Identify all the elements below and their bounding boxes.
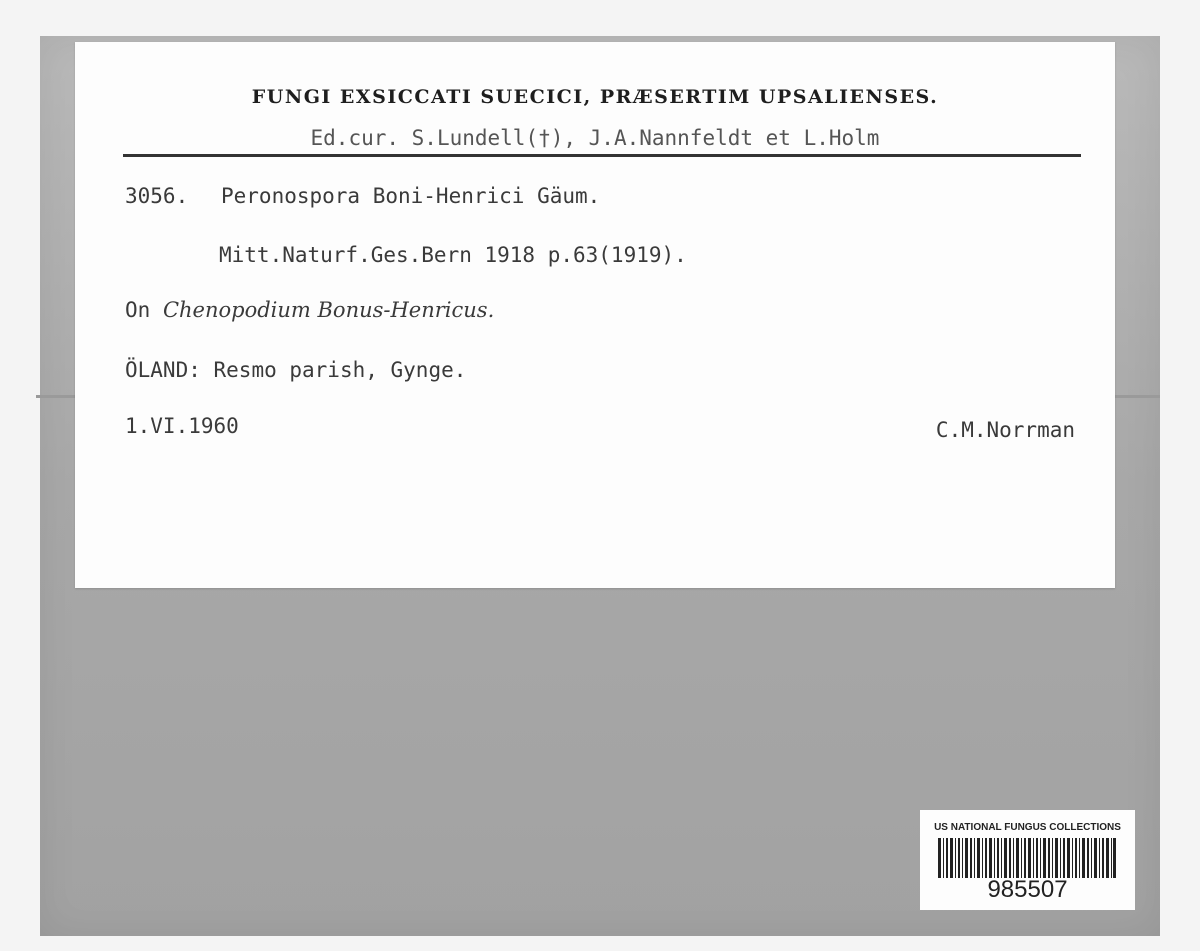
species-name: Peronospora Boni-Henrici Gäum. [221,184,601,208]
host-prefix: On [125,298,151,322]
publication-reference: Mitt.Naturf.Ges.Bern 1918 p.63(1919). [219,243,687,267]
collection-date: 1.VI.1960 [125,414,239,438]
locality-region: ÖLAND: [125,358,201,382]
specimen-number: 3056. [125,184,189,208]
locality-line [125,358,466,382]
specimen-label [75,42,1115,588]
barcode-label [920,810,1135,910]
host-name: Chenopodium Bonus-Henricus. [162,298,495,322]
exsiccata-title: FUNGI EXSICCATI SUECICI, PRÆSERTIM UPSALIENSES. [251,86,939,108]
header-divider [123,154,1081,157]
host-line [125,298,494,322]
collector-name: C.M.Norrman [935,418,1075,442]
catalog-number: 985507 [987,876,1068,903]
barcode-graphic [938,838,1116,878]
barcode-collection-name: US NATIONAL FUNGUS COLLECTIONS [934,822,1121,833]
locality-detail: Resmo parish, Gynge. [213,358,467,382]
editors-line: Ed.cur. S.Lundell(†), J.A.Nannfeldt et L.Holm [310,126,880,150]
